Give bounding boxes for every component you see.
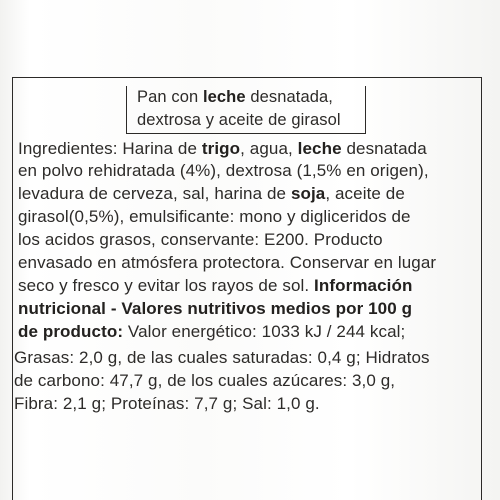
ingredients-line-3: levadura de cerveza, sal, harina de soja, aceite de bbox=[18, 184, 405, 203]
nutrition-line-4: de carbono: 47,7 g, de los cuales azúcares: 3,0 g, bbox=[14, 371, 396, 390]
nutrition-line-1: nutricional - Valores nutritivos medios por 100 g bbox=[18, 299, 413, 318]
nutrition-line-5: Fibra: 2,1 g; Proteínas: 7,7 g; Sal: 1,0 g. bbox=[14, 394, 320, 413]
ingredients-line-6: envasado en atmósfera protectora. Conservar en lugar bbox=[18, 253, 437, 272]
ingredients-line-7: seco y fresco y evitar los rayos de sol. Información bbox=[18, 276, 413, 295]
ingredients-line-1: Ingredientes: Harina de trigo, agua, leche desnatada bbox=[18, 139, 427, 158]
product-name-line-2: dextrosa y aceite de girasol bbox=[137, 111, 341, 129]
nutrition-line-2: de producto: Valor energético: 1033 kJ / 244 kcal; bbox=[18, 322, 406, 341]
ingredients-line-2: en polvo rehidratada (4%), dextrosa (1,5% en origen), bbox=[18, 161, 429, 180]
ingredients-line-4: girasol(0,5%), emulsificante: mono y digliceridos de bbox=[18, 207, 411, 226]
ingredients-line-5: los acidos grasos, conservante: E200. Producto bbox=[18, 230, 383, 249]
nutrition-line-3: Grasas: 2,0 g, de las cuales saturadas: 0,4 g; Hidratos bbox=[14, 348, 430, 367]
product-name-line-1: Pan con leche desnatada, bbox=[137, 88, 333, 106]
